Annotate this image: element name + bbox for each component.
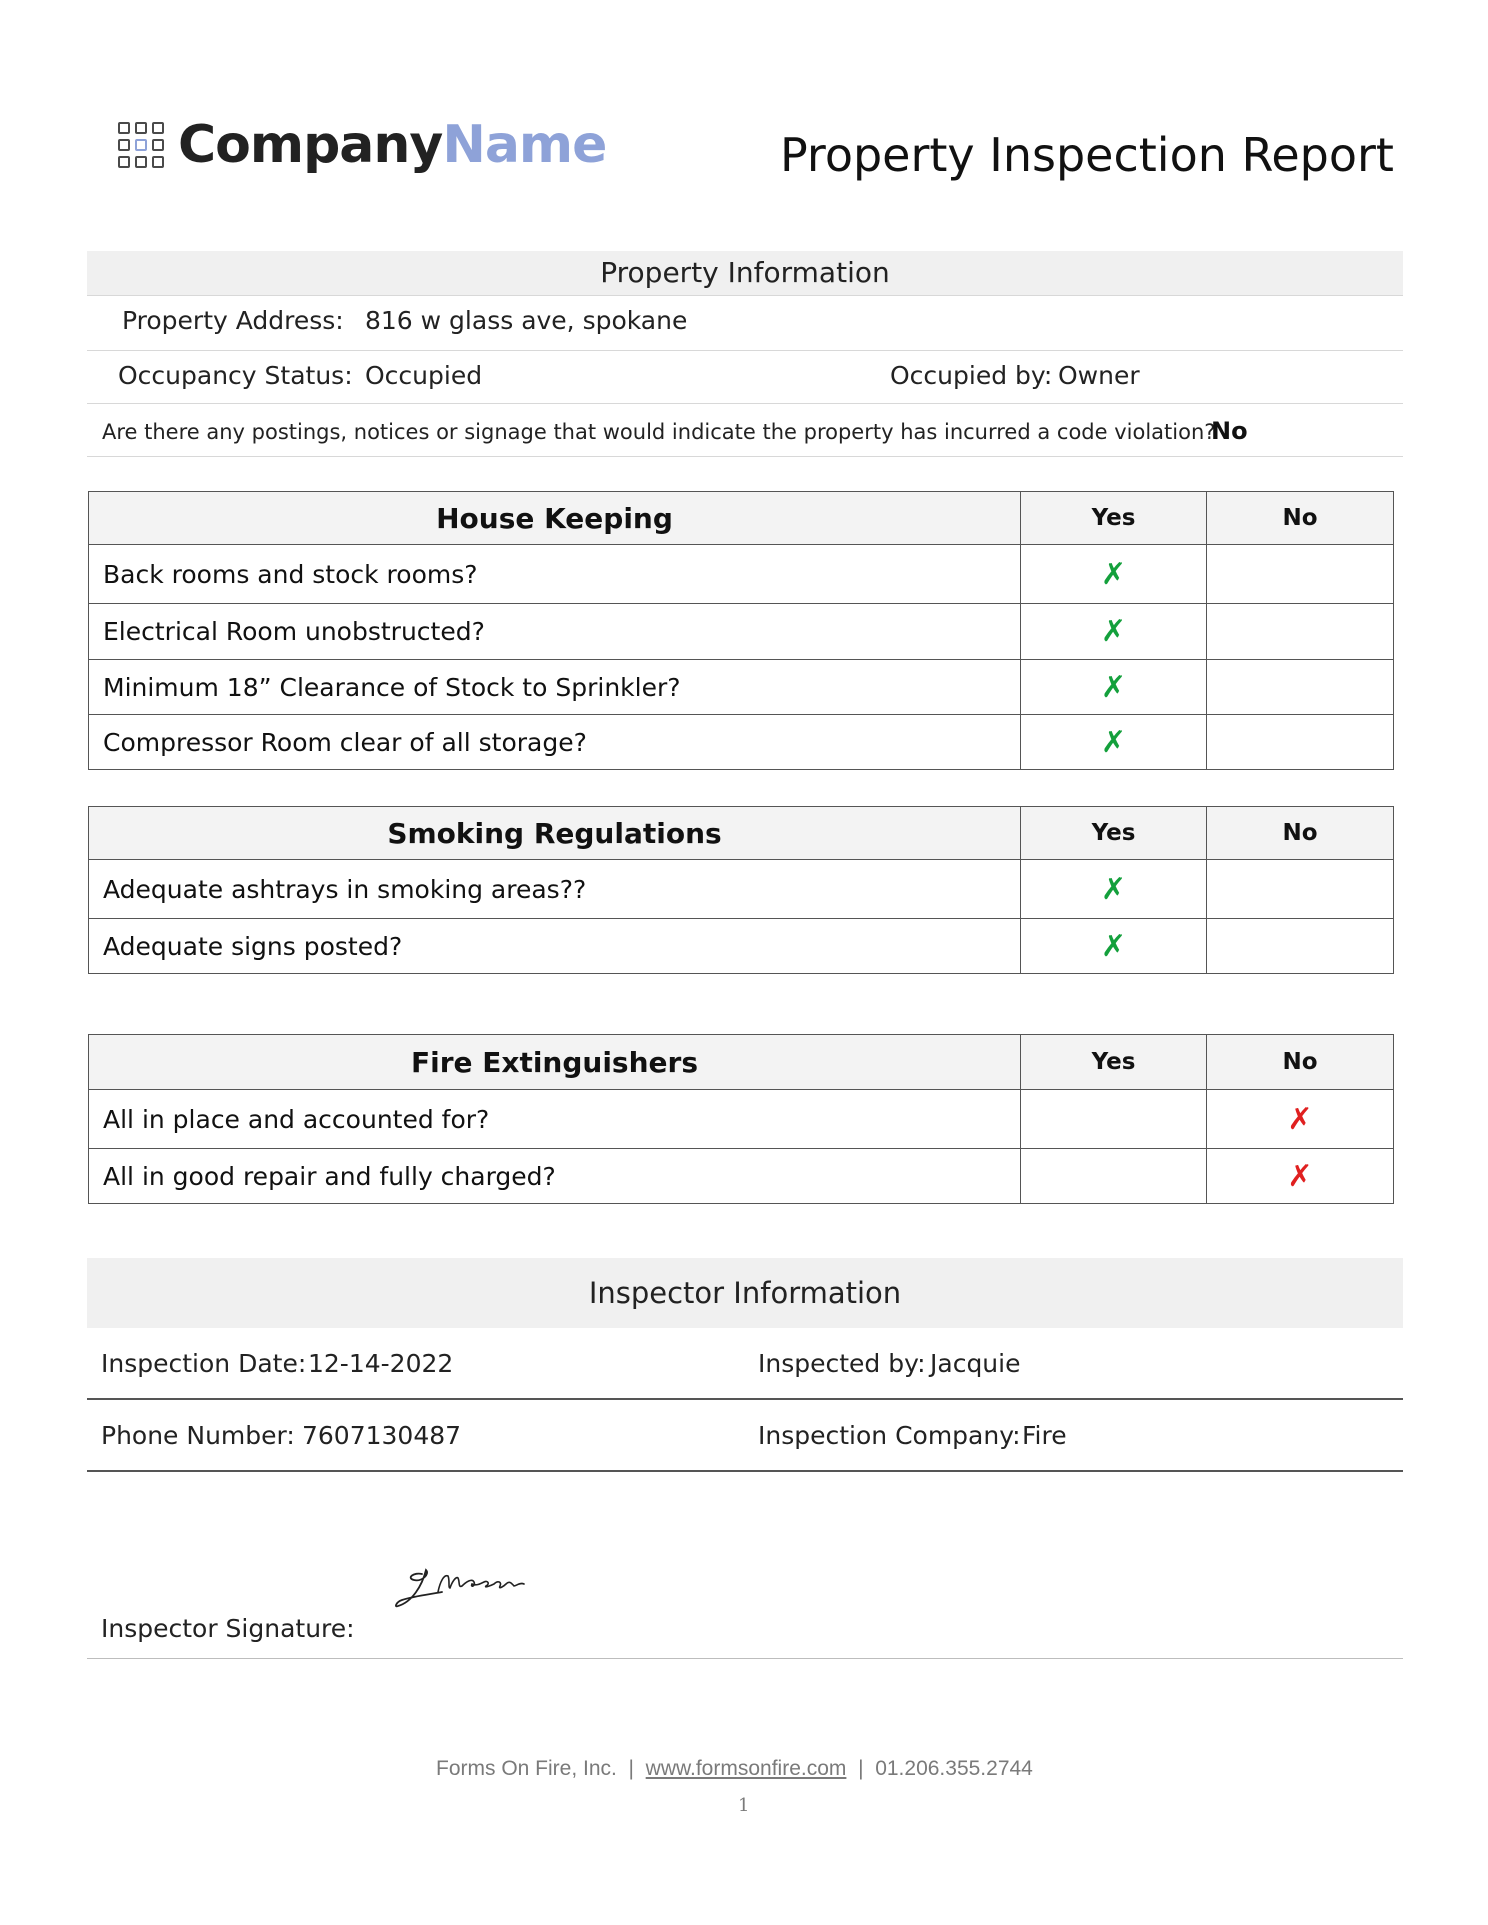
yes-checkbox[interactable]	[1021, 1090, 1207, 1149]
smoking-regulations-table	[88, 806, 1394, 974]
violation-answer: No	[1211, 417, 1248, 445]
document-title: Property Inspection Report	[780, 128, 1394, 182]
inspector-info-header	[87, 1258, 1403, 1328]
yes-checkbox[interactable]: ✗	[1021, 715, 1207, 770]
no-checkbox[interactable]	[1207, 715, 1394, 770]
question-cell: Compressor Room clear of all storage?	[89, 715, 1021, 770]
yes-checkbox[interactable]: ✗	[1021, 604, 1207, 660]
yes-checkbox[interactable]	[1021, 1149, 1207, 1204]
no-checkbox[interactable]	[1207, 545, 1394, 604]
question-cell: All in place and accounted for?	[89, 1090, 1021, 1149]
inspector-info-title: Inspector Information	[588, 1276, 902, 1310]
yes-checkbox[interactable]: ✗	[1021, 545, 1207, 604]
inspector-signature-label: Inspector Signature:	[101, 1614, 355, 1643]
property-address-label: Property Address:	[122, 306, 344, 335]
company-logo	[118, 112, 606, 178]
fire-extinguishers-table	[88, 1034, 1394, 1204]
occupancy-status-value: Occupied	[365, 361, 483, 390]
no-column-header: No	[1207, 492, 1394, 545]
phone-number-label: Phone Number:	[101, 1421, 295, 1450]
footer-separator: |	[858, 1757, 864, 1780]
inspected-by-label: Inspected by:	[758, 1349, 926, 1378]
table-row	[89, 715, 1394, 770]
table-row	[89, 604, 1394, 660]
logo-grid-icon	[118, 122, 164, 168]
table-header-row	[89, 492, 1394, 545]
question-cell: Back rooms and stock rooms?	[89, 545, 1021, 604]
property-info-header	[87, 251, 1403, 295]
section-title: House Keeping	[89, 492, 1021, 545]
house-keeping-table	[88, 491, 1394, 770]
yes-column-header: Yes	[1021, 807, 1207, 860]
question-cell: Adequate signs posted?	[89, 919, 1021, 974]
violation-question: Are there any postings, notices or signage that would indicate the property has incurred a code violation?	[102, 420, 1216, 444]
divider	[87, 403, 1403, 404]
phone-number-value: 7607130487	[302, 1421, 462, 1450]
property-info-title: Property Information	[600, 256, 890, 289]
section-title: Fire Extinguishers	[89, 1035, 1021, 1090]
inspection-date-value: 12-14-2022	[308, 1349, 454, 1378]
table-row	[89, 660, 1394, 715]
footer	[436, 1757, 1033, 1781]
footer-separator: |	[628, 1757, 634, 1780]
yes-checkbox[interactable]: ✗	[1021, 660, 1207, 715]
section-title: Smoking Regulations	[89, 807, 1021, 860]
footer-phone: 01.206.355.2744	[875, 1757, 1033, 1780]
no-column-header: No	[1207, 807, 1394, 860]
no-checkbox[interactable]	[1207, 604, 1394, 660]
divider	[87, 1470, 1403, 1472]
inspection-company-label: Inspection Company:	[758, 1421, 1021, 1450]
footer-website-link[interactable]: www.formsonfire.com	[645, 1757, 847, 1780]
divider	[87, 295, 1403, 296]
question-cell: Minimum 18” Clearance of Stock to Sprinkler?	[89, 660, 1021, 715]
no-checkbox[interactable]	[1207, 660, 1394, 715]
yes-column-header: Yes	[1021, 1035, 1207, 1090]
occupied-by-label: Occupied by:	[890, 361, 1053, 390]
inspector-signature-image	[392, 1556, 552, 1614]
occupied-by-value: Owner	[1058, 361, 1140, 390]
divider	[87, 350, 1403, 351]
footer-company: Forms On Fire, Inc.	[436, 1757, 617, 1780]
table-row	[89, 1090, 1394, 1149]
table-row	[89, 919, 1394, 974]
table-row	[89, 860, 1394, 919]
no-column-header: No	[1207, 1035, 1394, 1090]
occupancy-status-label: Occupancy Status:	[118, 361, 353, 390]
no-checkbox[interactable]: ✗	[1207, 1149, 1394, 1204]
yes-checkbox[interactable]: ✗	[1021, 860, 1207, 919]
divider	[87, 1398, 1403, 1400]
table-row	[89, 545, 1394, 604]
inspection-date-label: Inspection Date:	[101, 1349, 307, 1378]
question-cell: Adequate ashtrays in smoking areas??	[89, 860, 1021, 919]
divider	[87, 1658, 1403, 1659]
inspected-by-value: Jacquie	[930, 1349, 1021, 1378]
question-cell: Electrical Room unobstructed?	[89, 604, 1021, 660]
yes-column-header: Yes	[1021, 492, 1207, 545]
table-header-row	[89, 807, 1394, 860]
page-number: 1	[738, 1795, 750, 1816]
yes-checkbox[interactable]: ✗	[1021, 919, 1207, 974]
question-cell: All in good repair and fully charged?	[89, 1149, 1021, 1204]
divider	[87, 456, 1403, 457]
logo-text: CompanyName	[178, 115, 607, 175]
table-header-row	[89, 1035, 1394, 1090]
no-checkbox[interactable]	[1207, 919, 1394, 974]
table-row	[89, 1149, 1394, 1204]
property-address-value: 816 w glass ave, spokane	[365, 306, 688, 335]
no-checkbox[interactable]	[1207, 860, 1394, 919]
inspection-company-value: Fire	[1022, 1421, 1067, 1450]
no-checkbox[interactable]: ✗	[1207, 1090, 1394, 1149]
